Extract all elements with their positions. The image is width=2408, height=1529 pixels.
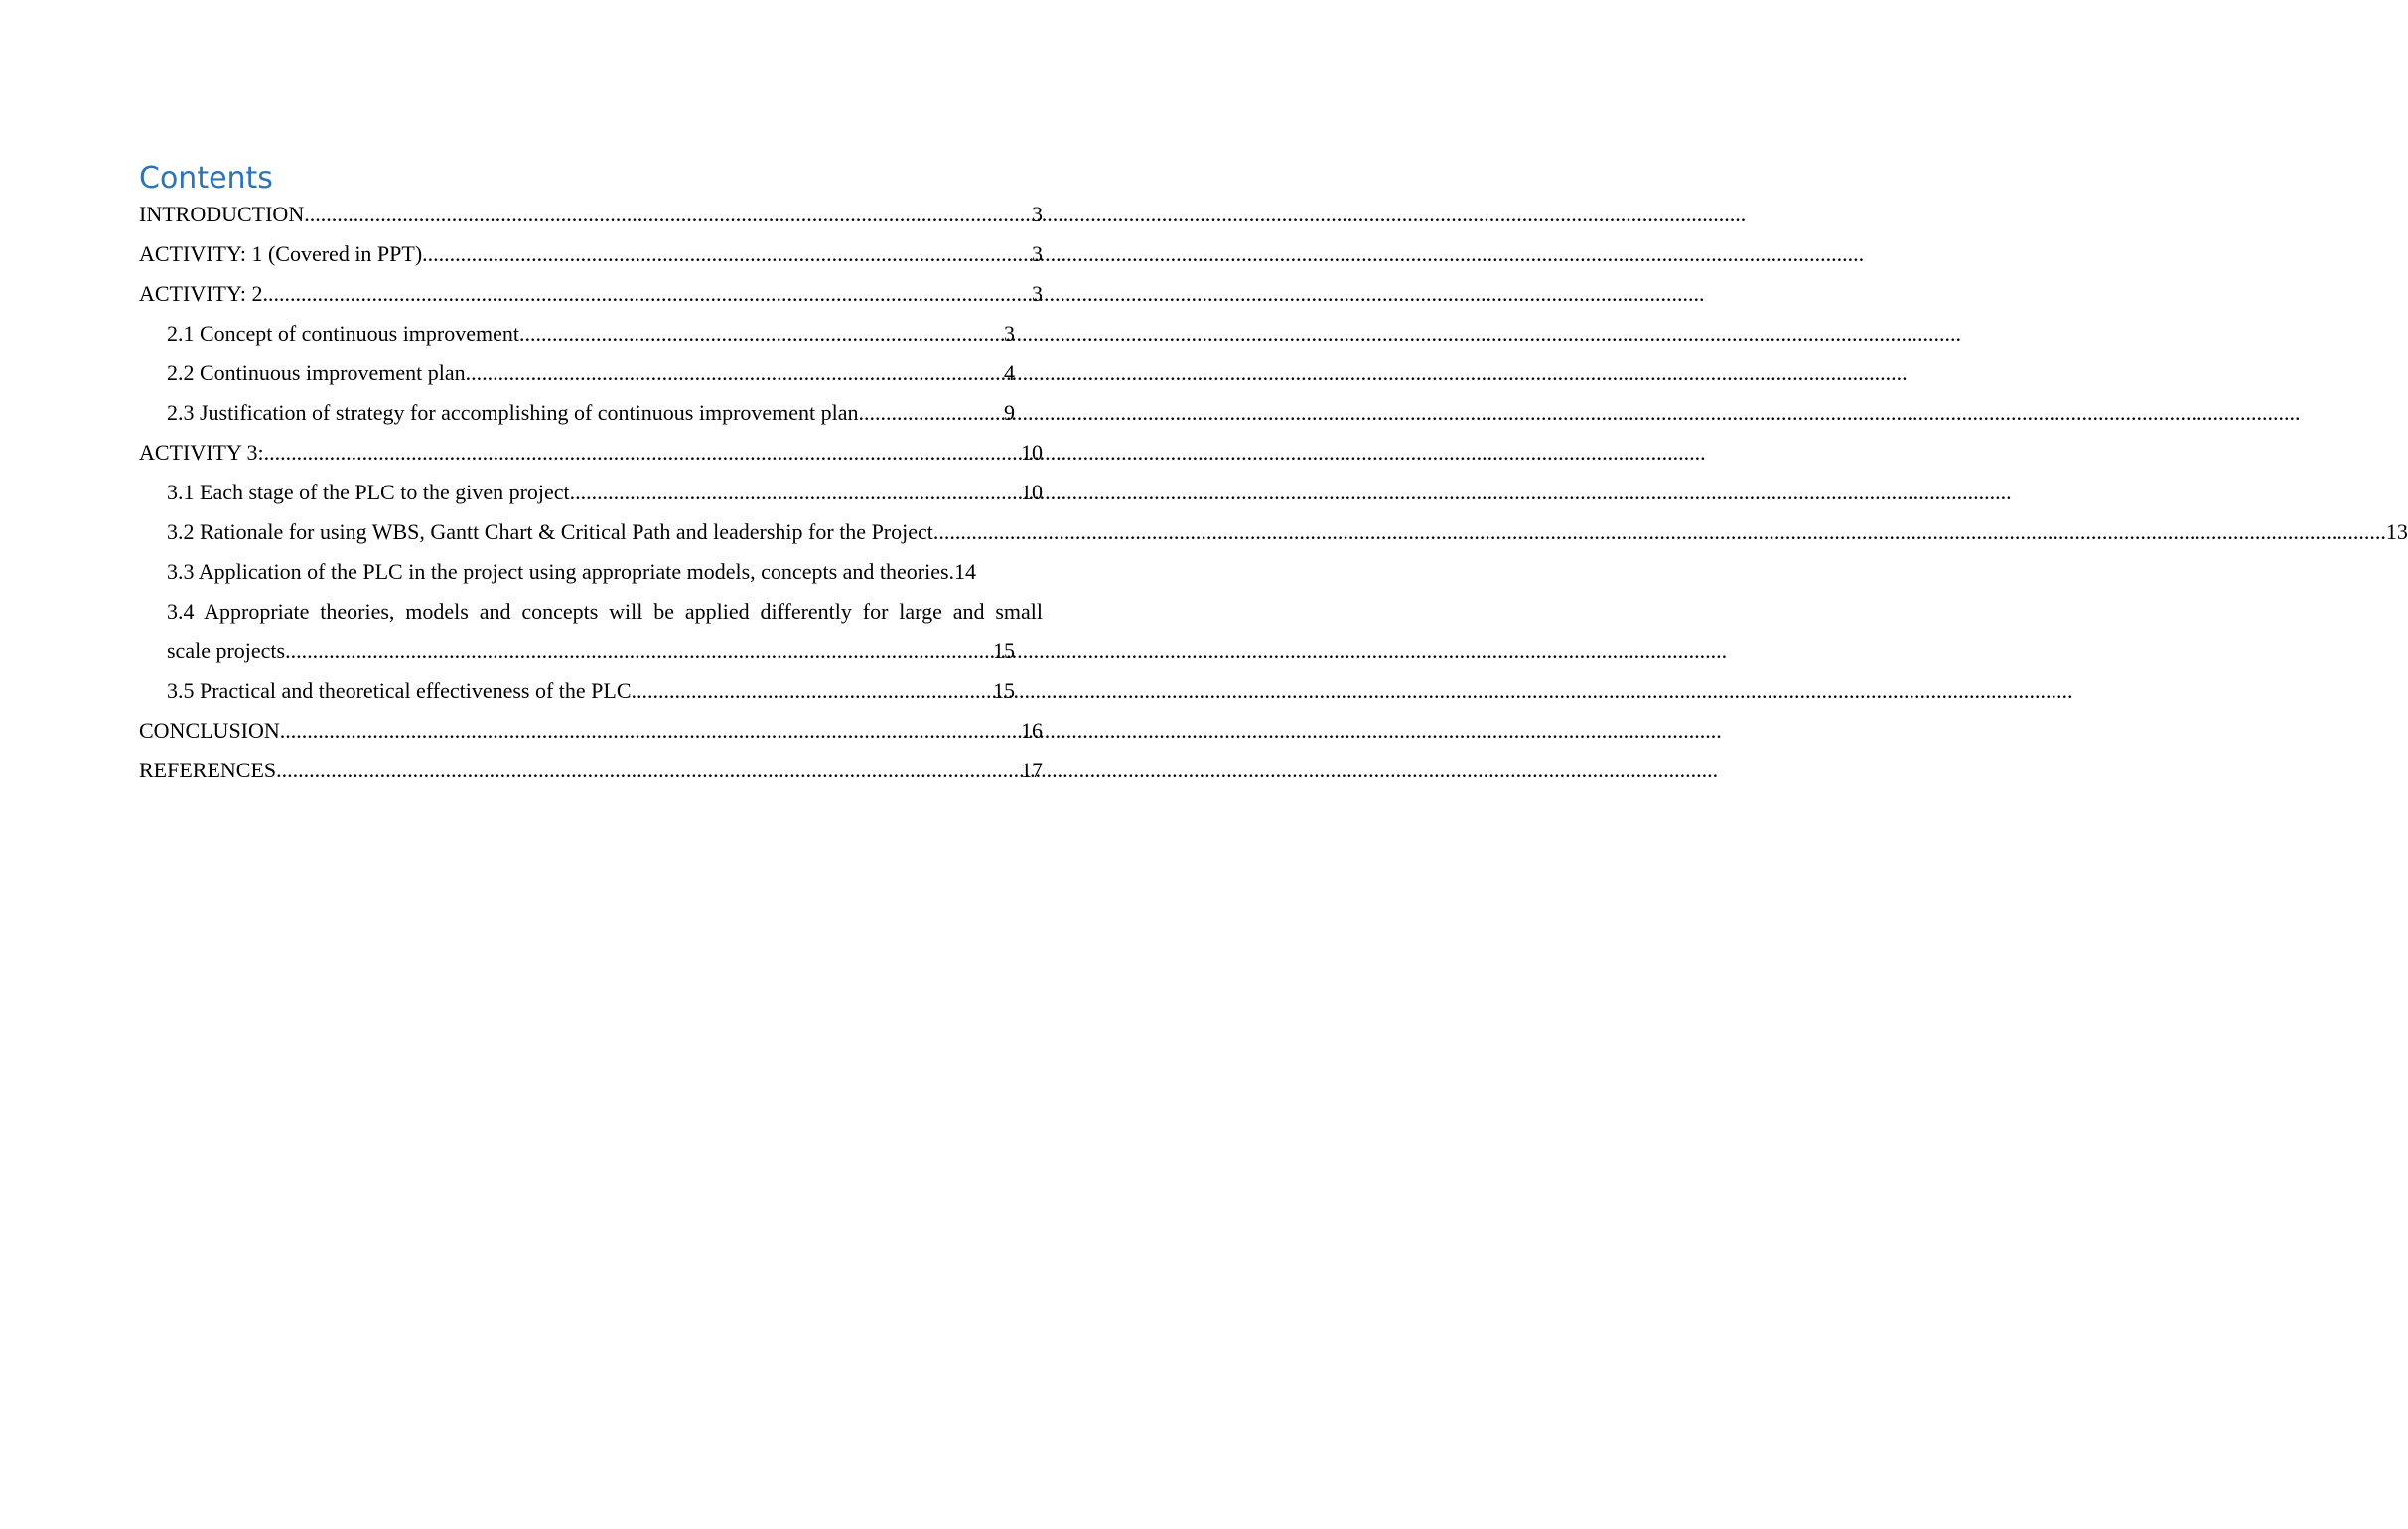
toc-entry-label: ACTIVITY: 1 (Covered in PPT) <box>139 241 423 266</box>
toc-entry-label: ACTIVITY: 2 <box>139 281 263 306</box>
toc-entry-page: 3 <box>1032 241 1043 266</box>
toc-entry-page: 3 <box>1004 321 1015 346</box>
toc-entry-label: ACTIVITY 3: <box>139 440 264 465</box>
toc-heading: Contents <box>139 161 273 196</box>
toc-leader-dots <box>466 357 1004 389</box>
toc-entry-label: 3.3 Application of the PLC in the project using appropriate models, concepts and theories. <box>167 559 955 584</box>
toc-entry-label: CONCLUSION <box>139 718 280 743</box>
toc-entry-label: 2.3 Justification of strategy for accomplishing of continuous improvement plan <box>167 400 859 425</box>
toc-entry-page: 15 <box>993 678 1015 703</box>
toc-entry-conclusion[interactable] <box>139 715 1043 755</box>
toc-entry-label: 2.1 Concept of continuous improvement <box>167 321 519 346</box>
toc-entry-3-1[interactable] <box>139 477 1043 516</box>
toc-entry-2-1[interactable] <box>139 318 1043 357</box>
toc-entry-activity-3[interactable] <box>139 437 1043 477</box>
toc-entry-page: 17 <box>1021 758 1043 782</box>
toc-entry-page: 3 <box>1032 202 1043 226</box>
toc-entry-2-3[interactable] <box>139 397 1043 437</box>
toc-leader-dots <box>276 755 1021 786</box>
toc-entry-label: REFERENCES <box>139 758 277 782</box>
toc-entry-page: 13 <box>2385 519 2408 544</box>
toc-entry-introduction[interactable] <box>139 199 1043 238</box>
toc-entry-3-3[interactable] <box>139 556 1043 596</box>
toc-entry-label-continued: scale projects <box>167 638 286 663</box>
toc-entry-label: 3.5 Practical and theoretical effectiveness of the PLC <box>167 678 632 703</box>
toc-entry-page: 4 <box>1004 360 1015 385</box>
toc-entry-page: 3 <box>1032 281 1043 306</box>
toc-entry-page: 10 <box>1021 440 1043 465</box>
toc-leader-dots <box>519 318 1004 349</box>
toc-leader-dots <box>285 635 993 667</box>
toc-leader-dots <box>304 199 1032 230</box>
toc-entry-page: 10 <box>1021 480 1043 504</box>
toc-entry-page: 15 <box>993 638 1015 663</box>
toc-entry-3-5[interactable] <box>139 675 1043 715</box>
toc-entry-page: 16 <box>1021 718 1043 743</box>
toc-entry-3-2[interactable] <box>139 516 2408 556</box>
toc-leader-dots <box>859 397 1004 429</box>
toc-list <box>139 199 2408 794</box>
toc-entry-page: 14 <box>954 559 977 584</box>
toc-entry-activity-2[interactable] <box>139 278 1043 318</box>
toc-entry-2-2[interactable] <box>139 357 1043 397</box>
document-page <box>139 159 2408 794</box>
toc-leader-dots <box>264 437 1021 469</box>
toc-leader-dots <box>262 278 1032 310</box>
toc-entry-label: 2.2 Continuous improvement plan <box>167 360 466 385</box>
toc-entry-label: INTRODUCTION <box>139 202 305 226</box>
toc-entry-activity-1[interactable] <box>139 238 1043 278</box>
toc-entry-label: 3.2 Rationale for using WBS, Gantt Chart & Critical Path and leadership for the Project <box>167 519 933 544</box>
toc-entry-page: 9 <box>1004 400 1015 425</box>
toc-leader-dots <box>422 238 1032 270</box>
toc-entry-3-4[interactable] <box>139 596 1043 675</box>
toc-entry-references[interactable] <box>139 755 1043 794</box>
toc-entry-label: 3.1 Each stage of the PLC to the given project <box>167 480 570 504</box>
toc-leader-dots <box>632 675 993 707</box>
toc-entry-label: 3.4 Appropriate theories, models and concepts will be applied differently for large and small <box>167 599 1043 624</box>
toc-leader-dots <box>570 477 1021 508</box>
toc-leader-dots <box>280 715 1021 747</box>
toc-leader-dots: .. ..... <box>933 516 2386 548</box>
